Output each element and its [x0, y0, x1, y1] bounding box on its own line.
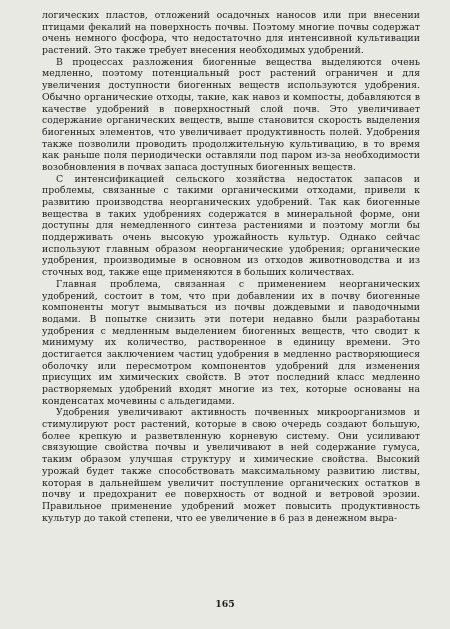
page-number: 165	[215, 599, 235, 610]
paragraph-microorganisms: Удобрения увеличивают активность почвенных микроорганизмов и стимулируют рост растений, которые в свою очередь создают большую, более крепкую и разветвленную корневую систему. Они усиливают связующие свойства почвы и увеличивают в ней содержание гумуса, таким образом улучшая структуру и химические свойства. Высокий урожай будет также способствовать максимальному развитию листвы, которая в дальнейшем увеличит поступление органических остатков в почву и предохранит ее поверхность от водной и ветровой эрозии. Правильное применение удобрений может повысить продуктивность культур до такой степени, что ее увеличение в 6 раз в денежном выра-	[42, 407, 420, 524]
paragraph-inorganic-fertilizers: С интенсификацией сельского хозяйства недостаток запасов и проблемы, связанные с такими органическими отходами, привели к развитию производства неорганических удобрений. Так как биогенные вещества в таких удобрениях содержатся в минеральной форме, они доступны для немедленного синтеза растениями и поэтому могли бы поддерживать очень высокую урожайность культур. Однако сейчас используют главным образом неорганические удобрения; органические удобрения, производимые в основном из отходов животноводства и из сточных вод, также еще применяются в больших количествах.	[42, 173, 420, 279]
paragraph-leaching-problem: Главная проблема, связанная с применением неорганических удобрений, состоит в том, что при добавлении их в почву биогенные компоненты могут вымываться из почвы дождевыми и паводочными водами. В попытке снизить эти потери недавно были разработаны удобрения с медленным выделением биогенных веществ, что сводит к минимуму их количество, растворенное в единицу времени. Это достигается заключением частиц удобрения в медленно растворяющиеся оболочку или пересмотром компонентов удобрений для изменения присущих им химических свойств. В этот последний класс медленно растворяемых удобрений входят многие из тех, которые основаны на конденсатах мочевины с альдегидами.	[42, 278, 420, 407]
text-column	[42, 10, 420, 524]
paragraph-decomposition: В процессах разложения биогенные вещества выделяются очень медленно, поэтому потенциальный рост растений ограничен и для увеличения доступности биогенных веществ используются удобрения. Обычно органические отходы, такие, как навоз и компосты, добавляются в качестве удобрений в поверхностный слой почв. Это увеличивает содержание органических веществ, выше становится скорость выделения биогенных элементов, что увеличивает продуктивность полей. Удобрения также позволили проводить продолжительную культивацию, в то время как раньше поля периодически оставляли под паром из-за необходимости возобновления в почвах запаса доступных биогенных веществ.	[42, 56, 420, 173]
paragraph-phosphorus-continuation: логических пластов, отложений осадочных наносов или при внесении птицами фекалий на поверхность почвы. Поэтому многие почвы содержат очень немного фосфора, что недостаточно для интенсивной культивации растений. Это также требует внесения необходимых удобрений.	[42, 10, 420, 57]
